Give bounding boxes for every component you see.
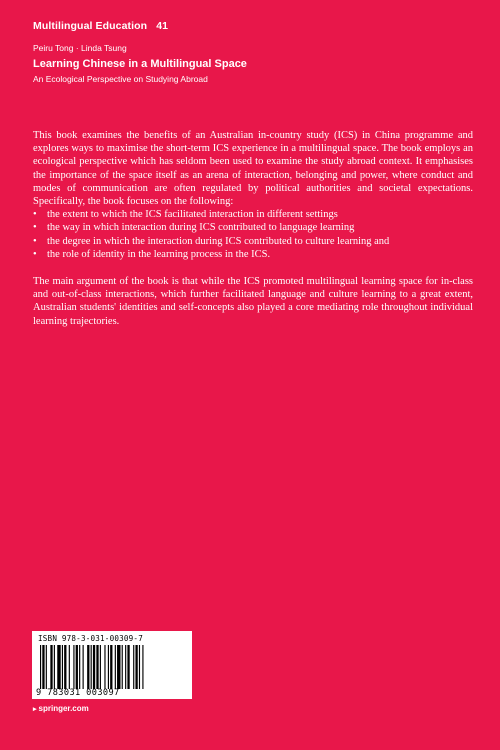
barcode-bar bbox=[50, 645, 52, 689]
barcode-bar bbox=[83, 645, 84, 689]
bullet-icon: • bbox=[33, 222, 37, 234]
blurb-paragraph-2: The main argument of the book is that while the ICS promoted multilingual learning space for in-class and out-of-class interactions, which further facilitated language and culture learning to a great extent, Australian students' identities and self-concepts also played a core mediating role throughout individual learning trajectories. bbox=[33, 276, 473, 327]
barcode-bar bbox=[57, 645, 60, 689]
barcode-bar bbox=[69, 645, 70, 689]
book-subtitle: An Ecological Perspective on Studying Abroad bbox=[33, 74, 208, 84]
barcode-bar bbox=[127, 645, 129, 689]
arrow-icon: ▸ bbox=[33, 706, 37, 713]
barcode-bar bbox=[46, 645, 47, 689]
focus-item: • the degree in which the interaction during ICS contributed to culture learning and bbox=[33, 235, 390, 247]
series-volume: 41 bbox=[156, 20, 169, 32]
focus-list bbox=[33, 208, 473, 261]
cover-header bbox=[33, 20, 473, 84]
publisher-url: springer.com bbox=[38, 704, 89, 713]
barcode-bar bbox=[73, 645, 74, 689]
focus-item: • the way in which interaction during ICS contributed to language learning bbox=[33, 222, 355, 234]
barcode-bar bbox=[62, 645, 63, 689]
barcode-bar bbox=[125, 645, 126, 689]
barcode-bar bbox=[93, 645, 95, 689]
authors: Peiru Tong · Linda Tsung bbox=[33, 43, 127, 53]
barcode-bar bbox=[104, 645, 105, 689]
barcode-bar bbox=[108, 645, 109, 689]
barcode-bar bbox=[54, 645, 55, 689]
barcode-bar bbox=[64, 645, 66, 689]
series-line bbox=[33, 20, 473, 32]
bullet-icon: • bbox=[33, 209, 37, 221]
blurb-paragraph-1: This book examines the benefits of an Australian in-country study (ICS) in China programme and explores ways to maximise the short-term ICS experience in a multilingual space. The book employs an ecological perspective which has seldom been used to examine the study abroad context. It emphasises the importance of the space itself as an arena of interaction, belonging and power, where conduct and modes of communication are often regulated by political authorities and societal expectations. Specifically, the book focuses on the following: bbox=[33, 130, 473, 208]
barcode-bars bbox=[38, 645, 186, 689]
barcode-bar bbox=[79, 645, 80, 689]
barcode-bar bbox=[96, 645, 98, 689]
blurb bbox=[33, 129, 473, 328]
focus-item: • the role of identity in the learning process in the ICS. bbox=[33, 248, 271, 260]
barcode-bar bbox=[40, 645, 41, 689]
barcode-bar bbox=[110, 645, 112, 689]
barcode-bar bbox=[87, 645, 89, 689]
publisher-link[interactable] bbox=[33, 704, 89, 713]
barcode-bar bbox=[91, 645, 92, 689]
barcode-bar bbox=[135, 645, 137, 689]
bullet-icon: • bbox=[33, 235, 37, 247]
series-name: Multilingual Education bbox=[33, 20, 148, 32]
barcode-bar bbox=[133, 645, 134, 689]
barcode-bar bbox=[117, 645, 120, 689]
bullet-icon: • bbox=[33, 248, 37, 260]
book-title: Learning Chinese in a Multilingual Space bbox=[33, 58, 247, 70]
barcode-bar bbox=[100, 645, 101, 689]
barcode-bar bbox=[139, 645, 140, 689]
barcode-bar bbox=[76, 645, 78, 689]
barcode-bar bbox=[142, 645, 143, 689]
focus-item: • the extent to which the ICS facilitated interaction in different settings bbox=[33, 209, 338, 221]
ean-digits: 9 783031 003097 bbox=[36, 688, 120, 698]
barcode-bar bbox=[115, 645, 116, 689]
isbn-text: ISBN 978-3-031-00309-7 bbox=[38, 634, 143, 643]
barcode-bar bbox=[122, 645, 123, 689]
isbn-barcode bbox=[32, 631, 192, 699]
barcode-bar bbox=[42, 645, 44, 689]
